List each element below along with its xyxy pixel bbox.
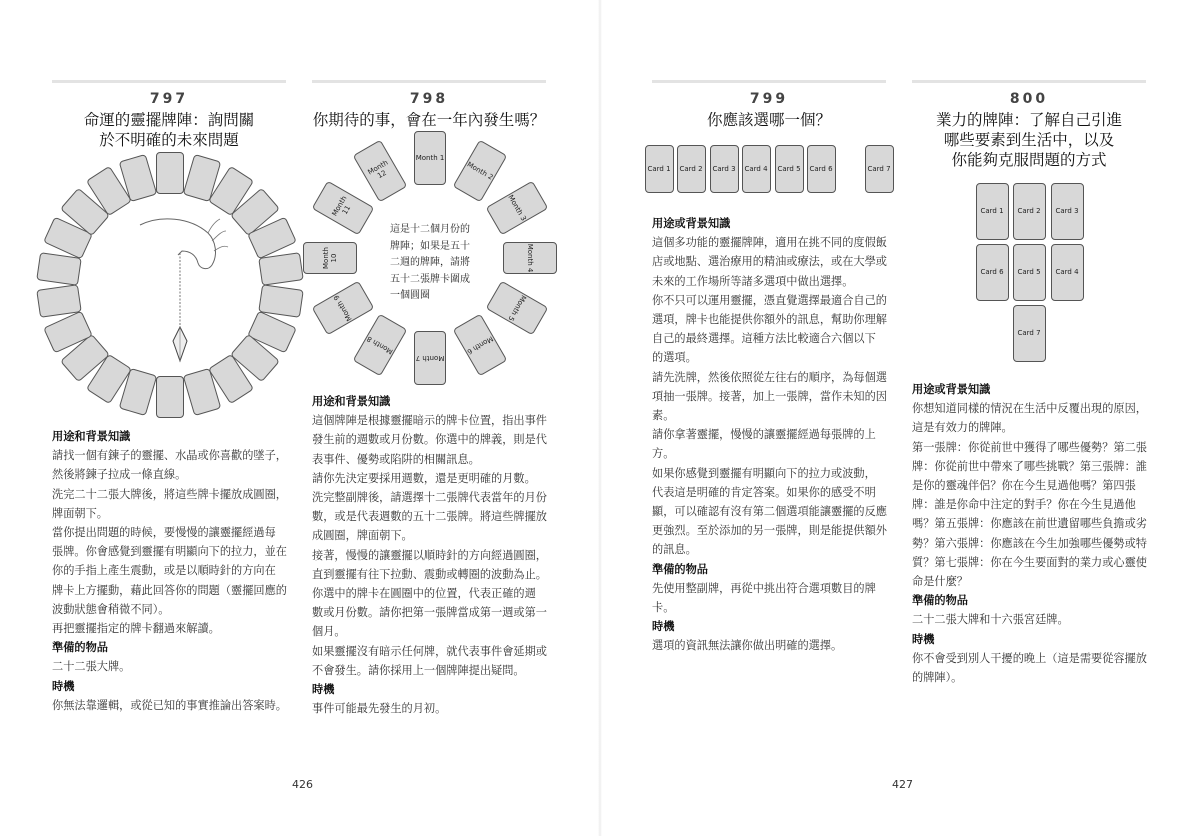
tarot-card xyxy=(1013,183,1046,240)
body-line: 請先洗牌，然後依照從左往右的順序，為每個選 xyxy=(652,370,887,384)
body-line: 接著，慢慢的讓靈擺以順時針的方向經過圓圈， xyxy=(312,548,547,562)
card-label: Card 7 xyxy=(867,165,891,173)
pendulum-circle-diagram xyxy=(40,155,300,415)
body-line: 牌卡上方擺動，藉此回答你的問題（靈擺回應的 xyxy=(52,583,287,597)
section-heading: 用途或背景知識 xyxy=(912,383,991,396)
body-line: 選項的資訊無法讓你做出明確的選擇。 xyxy=(652,639,843,653)
center-note-line: 二週的牌陣，請將 xyxy=(390,257,470,268)
spread-number: 797 xyxy=(149,91,189,107)
center-note-line: 這是十二個月份的 xyxy=(390,224,470,235)
body-line: 店或地點、選治療用的精油或療法，或在大學或 xyxy=(652,255,887,269)
card-label: Card 7 xyxy=(1017,329,1041,337)
section-heading: 時機 xyxy=(912,632,935,646)
header-rule xyxy=(52,80,286,83)
card-label: Month 4 xyxy=(526,243,534,273)
tarot-card xyxy=(485,181,548,236)
body-line: 數或月份數。請你把第一張牌當成第一週或第一 xyxy=(312,606,547,620)
tarot-card xyxy=(645,145,674,193)
card-label: Month 3 xyxy=(505,193,528,223)
body-line: 的選項。 xyxy=(652,351,697,365)
body-line: 命是什麼？ xyxy=(912,575,968,589)
card-label: Card 4 xyxy=(744,165,768,173)
card-label: Card 5 xyxy=(777,165,801,173)
body-line: 你想知道同樣的情況在生活中反覆出現的原因， xyxy=(912,402,1147,416)
section-heading: 用途和背景知識 xyxy=(52,430,131,443)
tarot-card xyxy=(453,313,508,376)
spread-798-header xyxy=(312,80,546,130)
page-number-right: 427 xyxy=(892,778,913,791)
center-note-line: 五十二張牌卡圍成 xyxy=(390,273,470,285)
card-label: Month 6 xyxy=(465,333,495,356)
tarot-card xyxy=(1051,183,1084,240)
body-line: 自己的最終選擇。這種方法比較適合六個以下 xyxy=(652,332,876,346)
tarot-card xyxy=(710,145,739,193)
body-line: 牌面朝下。 xyxy=(52,506,108,520)
tarot-card xyxy=(1013,244,1046,301)
tarot-card xyxy=(414,131,446,185)
tarot-card xyxy=(303,242,357,274)
karma-cards-diagram xyxy=(970,180,1090,370)
body-line: 更強烈。至於添加的另一張牌，則是能提供額外 xyxy=(652,524,887,538)
body-line: 你選中的牌卡在圓圈中的位置，代表正確的週 xyxy=(312,587,536,601)
section-heading: 準備的物品 xyxy=(52,641,108,655)
spread-799-header xyxy=(652,80,886,130)
body-line: 的訊息。 xyxy=(652,543,697,557)
card-label: Month 7 xyxy=(415,354,445,362)
choice-cards-diagram xyxy=(640,140,900,200)
spread-799-body xyxy=(652,214,892,656)
section-heading: 準備的物品 xyxy=(652,562,708,576)
tarot-card xyxy=(1013,305,1046,362)
section-heading: 準備的物品 xyxy=(912,594,968,608)
spread-800-header xyxy=(912,80,1146,170)
card-label: Card 4 xyxy=(1055,268,1079,276)
spread-798-body xyxy=(312,392,552,718)
body-line: 這是有效力的牌陣。 xyxy=(912,421,1013,435)
body-line: 再把靈擺指定的牌卡翻過來解讀。 xyxy=(52,622,220,636)
body-line: 事件可能最先發生的月初。 xyxy=(312,702,447,716)
section-heading: 時機 xyxy=(652,620,675,634)
card-label: Month 12 xyxy=(366,158,390,181)
tarot-card xyxy=(353,140,408,203)
spread-number: 800 xyxy=(1009,91,1049,107)
spread-title-line: 你應該選哪一個？ xyxy=(706,111,831,129)
body-line: 素。 xyxy=(652,409,675,423)
spread-title-line: 哪些要素到生活中，以及 xyxy=(943,131,1115,149)
spread-title-line: 命運的靈擺牌陣：詢問關 xyxy=(83,111,255,129)
card-label: Card 6 xyxy=(809,165,833,173)
card-label: Card 6 xyxy=(980,268,1004,276)
card-label: Month 2 xyxy=(465,160,495,183)
card-label: Card 1 xyxy=(647,165,671,173)
section-heading: 用途或背景知識 xyxy=(652,217,731,230)
section-heading: 用途和背景知識 xyxy=(312,395,391,408)
body-line: 表事件、優勢或陷阱的相關訊息。 xyxy=(312,452,480,466)
center-note-line: 牌陣；如果是五十 xyxy=(390,240,470,252)
center-note xyxy=(390,222,480,305)
body-line: 牌：你從前世中帶來了哪些挑戰？第三張牌：誰 xyxy=(912,459,1147,473)
tarot-card xyxy=(414,331,446,385)
card-label: Card 1 xyxy=(980,207,1004,215)
tarot-card xyxy=(1051,244,1084,301)
card-label: Month 11 xyxy=(330,194,353,218)
body-line: 卡。 xyxy=(652,601,675,615)
card-label: Month 9 xyxy=(332,293,355,323)
body-line: 二十二張大牌和十六張宮廷牌。 xyxy=(912,613,1069,627)
body-line: 你無法靠邏輯，或從已知的事實推論出答案時。 xyxy=(52,698,287,712)
tarot-card xyxy=(775,145,804,193)
body-line: 當你提出問題的時候，要慢慢的讓靈擺經過每 xyxy=(52,526,276,540)
book-gutter xyxy=(598,0,602,836)
tarot-card xyxy=(677,145,706,193)
spread-797-body xyxy=(52,427,292,715)
tarot-card xyxy=(312,181,375,236)
tarot-card xyxy=(976,183,1009,240)
card-label: Month 5 xyxy=(505,293,528,323)
body-line: 數，或是代表週數的五十二張牌。將這些牌擺放 xyxy=(312,510,547,524)
spread-title-line: 你期待的事，會在一年內發生嗎？ xyxy=(312,111,546,129)
body-line: 先使用整副牌，再從中挑出符合選項數目的牌 xyxy=(652,581,876,595)
spread-number: 798 xyxy=(409,91,449,107)
body-line: 代表這是明確的肯定答案。如果你的感受不明 xyxy=(652,485,876,499)
body-line: 你不只可以運用靈擺，憑直覺選擇最適合自己的 xyxy=(652,293,887,307)
body-line: 項抽一張牌。接著，加上一張牌，當作未知的因 xyxy=(652,389,887,403)
body-line: 這個牌陣是根據靈擺暗示的牌卡位置，指出事件 xyxy=(312,414,547,428)
body-line: 你不會受到別人干擾的晚上（這是需要從容擺放 xyxy=(912,651,1147,665)
body-line: 張牌。你會感覺到靈擺有明顯向下的拉力，並在 xyxy=(52,545,287,559)
card-label: Month 1 xyxy=(415,154,445,162)
body-line: 第一張牌：你從前世中獲得了哪些優勢？第二張 xyxy=(912,440,1147,454)
spread-number: 799 xyxy=(749,91,789,107)
body-line: 波動狀態會稍微不同）。 xyxy=(52,602,170,616)
spread-title-line: 你能夠克服問題的方式 xyxy=(951,151,1107,169)
tarot-card xyxy=(353,313,408,376)
spread-797-header xyxy=(52,80,286,150)
body-line: 牌：誰是你命中注定的對手？你在今生見過他 xyxy=(912,498,1136,512)
body-line: 顯，可以確認有沒有第二個選項能讓靈擺的反應 xyxy=(652,505,887,519)
tarot-card xyxy=(742,145,771,193)
body-line: 這個多功能的靈擺牌陣，適用在挑不同的度假飯 xyxy=(652,236,887,250)
card-label: Card 2 xyxy=(679,165,703,173)
section-heading: 時機 xyxy=(312,683,335,697)
body-line: 不會發生。請你採用上一個牌陣提出疑問。 xyxy=(312,663,525,677)
body-line: 個月。 xyxy=(312,625,346,639)
spread-800-body xyxy=(912,380,1152,687)
body-line: 然後將鍊子拉成一條直線。 xyxy=(52,468,187,482)
card-label: Card 2 xyxy=(1017,207,1041,215)
card-label: Card 3 xyxy=(712,165,736,173)
body-line: 質？第七張牌：你在今生要面對的業力或心靈使 xyxy=(912,555,1147,569)
body-line: 成圓圈，牌面朝下。 xyxy=(312,529,413,543)
tarot-card xyxy=(503,242,557,274)
body-line: 的牌陣）。 xyxy=(912,671,963,685)
body-line: 方。 xyxy=(652,447,675,461)
spread-title-line: 於不明確的未來問題 xyxy=(99,131,239,149)
body-line: 未來的工作場所等諸多選項中做出選擇。 xyxy=(652,274,854,288)
body-line: 嗎？第五張牌：你應該在前世遺留哪些負擔或劣 xyxy=(912,517,1147,531)
body-line: 直到靈擺有往下拉動、震動或轉圈的波動為止。 xyxy=(312,567,547,581)
card-label: Card 3 xyxy=(1055,207,1079,215)
header-rule xyxy=(652,80,886,83)
spread-title-line: 業力的牌陣：了解自己引進 xyxy=(935,111,1122,129)
body-line: 請找一個有鍊子的靈擺、水晶或你喜歡的墜子， xyxy=(52,449,287,463)
tarot-card xyxy=(807,145,836,193)
body-line: 勢？第六張牌：你應該在今生加強哪些優勢或特 xyxy=(912,536,1147,550)
body-line: 你的手指上產生震動，或是以順時針的方向在 xyxy=(52,564,276,578)
body-line: 如果靈擺沒有暗示任何牌，就代表事件會延期或 xyxy=(312,644,547,658)
card-label: Card 5 xyxy=(1017,268,1041,276)
header-rule xyxy=(312,80,546,83)
tarot-card xyxy=(485,281,548,336)
pendulum-hand-icon xyxy=(40,155,300,415)
section-heading: 時機 xyxy=(52,679,75,693)
body-line: 是你的靈魂伴侶？你在今生見過他嗎？第四張 xyxy=(912,479,1136,493)
header-rule xyxy=(912,80,1146,83)
page-number-left: 426 xyxy=(292,778,313,791)
card-label: Month 10 xyxy=(322,247,338,269)
center-note-line: 一個圓圈 xyxy=(390,290,430,301)
tarot-card xyxy=(453,140,508,203)
card-label: Month 8 xyxy=(365,333,395,356)
tarot-card xyxy=(312,281,375,336)
tarot-card xyxy=(865,145,894,193)
tarot-card xyxy=(976,244,1009,301)
body-line: 如果你感覺到靈擺有明顯向下的拉力或波動， xyxy=(652,466,876,480)
body-line: 選項，牌卡也能提供你額外的訊息，幫助你理解 xyxy=(652,313,887,327)
body-line: 發生前的週數或月份數。你選中的牌義，則是代 xyxy=(312,433,547,447)
body-line: 請你拿著靈擺，慢慢的讓靈擺經過每張牌的上 xyxy=(652,428,876,442)
body-line: 洗完整副牌後，請選擇十二張牌代表當年的月份 xyxy=(312,491,547,505)
body-line: 洗完二十二張大牌後，將這些牌卡擺放成圓圈， xyxy=(52,487,287,501)
body-line: 請你先決定要採用週數，還是更明確的月數。 xyxy=(312,471,536,485)
body-line: 二十二張大牌。 xyxy=(52,660,131,674)
